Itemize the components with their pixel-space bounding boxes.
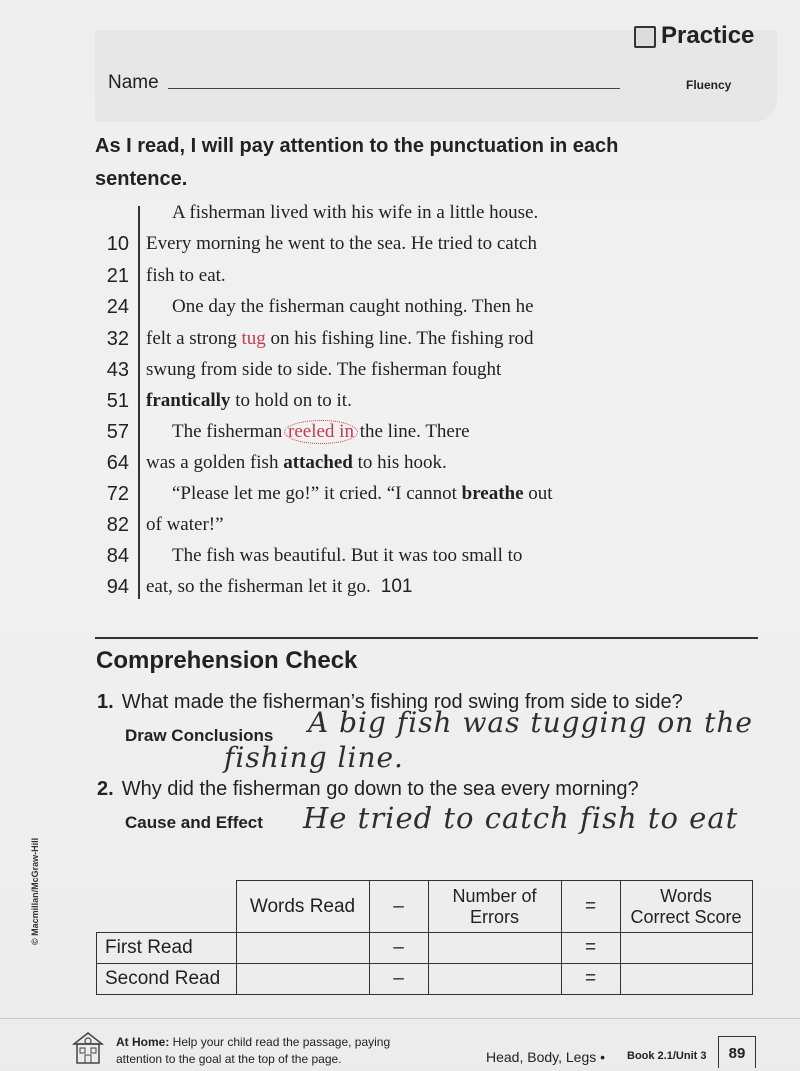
word-count: 57 [106, 421, 129, 443]
question-2 [97, 778, 639, 801]
name-line [168, 88, 620, 89]
bullet-separator: • [600, 1049, 606, 1065]
vocab-word: attached [283, 452, 353, 473]
score-cell[interactable] [620, 964, 752, 995]
equals-cell: = [561, 964, 620, 995]
word-count: 64 [106, 452, 129, 474]
footer-divider [0, 1018, 800, 1019]
word-count: 32 [106, 328, 129, 350]
highlighted-word: tug [241, 328, 266, 349]
text-segment: on his fishing line. The fishing rod [265, 328, 534, 349]
header-text: Number of [452, 885, 537, 906]
total-word-count: 101 [380, 576, 413, 597]
line-text: Every morning he went to the sea. He tried to catch [146, 233, 537, 254]
at-home-label: At Home: [116, 1035, 170, 1049]
line-text: of water!” [146, 514, 224, 535]
minus-cell: – [369, 933, 428, 964]
text-segment: “Please let me go!” it cried. “I cannot [172, 483, 462, 504]
text-segment: to his hook. [352, 452, 447, 473]
line-text: One day the fisherman caught nothing. Then he [172, 296, 534, 317]
book-title [486, 1049, 605, 1065]
word-count: 10 [106, 233, 129, 255]
handwritten-answer: He tried to catch fish to eat [303, 801, 739, 835]
question-skill: Draw Conclusions [125, 726, 274, 745]
handwritten-answer: fishing line. [224, 741, 404, 774]
line-text [172, 421, 470, 443]
practice-title: Practice [661, 22, 755, 49]
circled-word: reeled in [284, 420, 358, 444]
minus-cell: – [369, 964, 428, 995]
errors-cell[interactable] [428, 933, 561, 964]
book-reference: Book 2.1/Unit 3 [627, 1050, 707, 1062]
question-number: 2. [97, 778, 114, 800]
instruction-text: As I read, I will pay attention to the punctuation in each sentence. [95, 135, 619, 190]
question-number: 1. [97, 691, 114, 713]
line-text [172, 483, 553, 505]
header-cell: – [369, 881, 428, 933]
page-number: 89 [718, 1036, 756, 1068]
header-text: Words [660, 885, 712, 906]
line-text [146, 576, 412, 598]
word-count: 72 [106, 483, 129, 505]
header-cell: = [561, 881, 620, 933]
row-label: Second Read [97, 964, 237, 995]
line-text: fish to eat. [146, 265, 226, 286]
copyright-notice: © Macmillan/McGraw-Hill [30, 837, 40, 945]
line-text [146, 390, 352, 412]
at-home-text: Help your child read the passage, paying attention to the goal at the top of the page. [116, 1035, 391, 1066]
score-cell[interactable] [620, 933, 752, 964]
line-text: The fish was beautiful. But it was too small to [172, 545, 523, 566]
words-read-cell[interactable] [236, 964, 369, 995]
header-cell: Words Read [236, 881, 369, 933]
table-row [97, 964, 753, 995]
text-segment: to hold on to it. [230, 390, 352, 411]
table-corner [97, 881, 237, 933]
vocab-word: breathe [461, 483, 524, 504]
header-text: Errors [470, 906, 519, 927]
text-segment: out [523, 483, 553, 504]
practice-checkbox-icon [634, 26, 656, 48]
question-text: Why did the fisherman go down to the sea every morning? [121, 778, 639, 800]
word-count: 51 [106, 390, 129, 412]
section-divider [95, 637, 758, 639]
errors-cell[interactable] [428, 964, 561, 995]
at-home-note [116, 1034, 416, 1068]
word-count: 21 [106, 265, 129, 287]
handwritten-answer: A big fish was tugging on the [308, 706, 753, 739]
row-label: First Read [97, 933, 237, 964]
table-row [97, 933, 753, 964]
text-segment: was a golden fish [146, 452, 284, 473]
header-cell [428, 881, 561, 933]
book-title-text: Head, Body, Legs [486, 1049, 597, 1065]
fluency-score-table [96, 880, 753, 995]
word-count: 43 [106, 359, 129, 381]
line-text [146, 452, 447, 474]
passage-divider [138, 206, 140, 599]
skill-label: Fluency [686, 78, 732, 92]
word-count: 24 [106, 296, 129, 318]
word-count: 84 [106, 545, 129, 567]
word-count: 94 [106, 576, 129, 598]
line-text: swung from side to side. The fisherman fought [146, 359, 502, 380]
words-read-cell[interactable] [236, 933, 369, 964]
question-skill: Cause and Effect [125, 813, 263, 832]
line-text [146, 328, 534, 350]
header-cell [620, 881, 752, 933]
text-segment: eat, so the fisherman let it go. [146, 576, 371, 597]
text-segment: The fisherman [172, 421, 288, 442]
equals-cell: = [561, 933, 620, 964]
vocab-word: frantically [146, 390, 231, 411]
question-text: What made the fisherman’s fishing rod swing from side to side? [121, 691, 683, 713]
table-header-row [97, 881, 753, 933]
name-label: Name [108, 72, 159, 93]
text-segment: the line. There [354, 421, 470, 442]
word-count: 82 [106, 514, 129, 536]
line-text: A fisherman lived with his wife in a little house. [172, 202, 539, 223]
comprehension-title: Comprehension Check [96, 647, 358, 674]
header-text: Correct Score [630, 906, 742, 927]
text-segment: felt a strong [146, 328, 242, 349]
school-house-icon [70, 1028, 106, 1064]
